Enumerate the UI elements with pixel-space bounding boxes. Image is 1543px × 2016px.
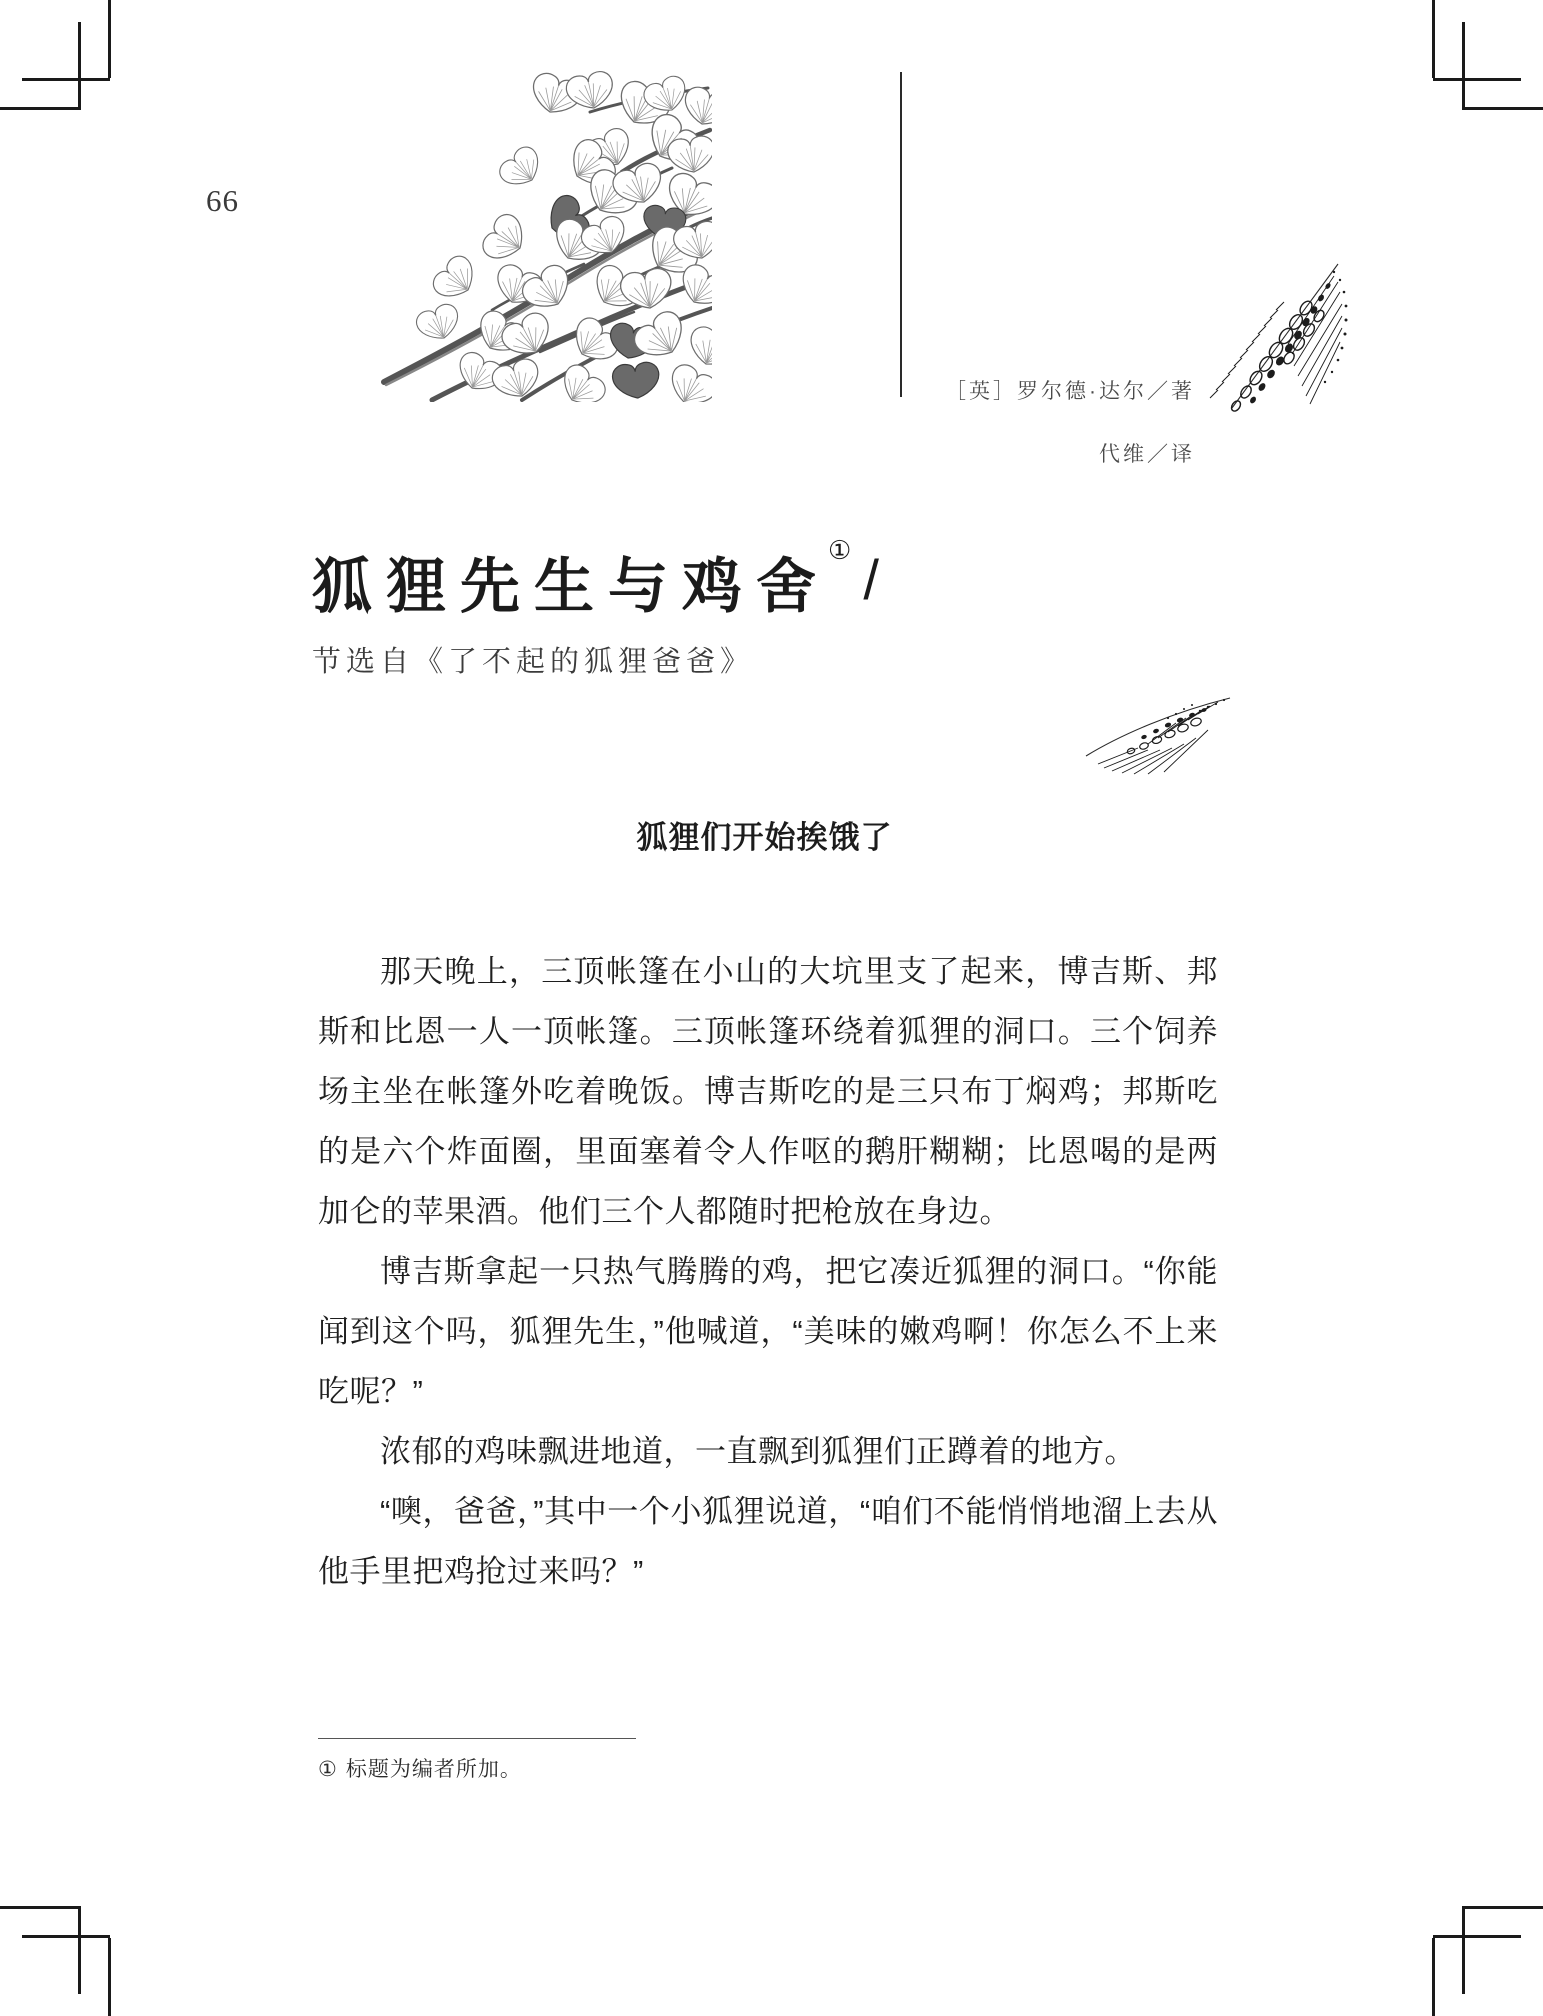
credits-block xyxy=(920,380,1195,466)
paragraph: “噢，爸爸，”其中一个小狐狸说道，“咱们不能悄悄地溜上去从他手里把鸡抢过来吗？” xyxy=(318,1494,1218,1589)
crop-mark-bottom-right xyxy=(1433,1906,1543,2016)
paragraph: 博吉斯拿起一只热气腾腾的鸡，把它凑近狐狸的洞口。“你能闻到这个吗，狐狸先生，”他喊道，“美味的嫩鸡啊！你怎么不上来吃呢？” xyxy=(318,1254,1218,1409)
body-text xyxy=(318,942,1218,1602)
feather-icon xyxy=(1078,692,1238,782)
feather-icon xyxy=(1188,258,1358,433)
title-slash-ornament: / xyxy=(863,548,879,611)
paragraph: 浓郁的鸡味飘进地道，一直飘到狐狸们正蹲着的地方。 xyxy=(380,1434,1136,1469)
footnote-block xyxy=(318,1738,878,1783)
footnote-line xyxy=(318,1753,878,1783)
ginkgo-branch-illustration xyxy=(372,52,712,402)
page-title xyxy=(312,535,1312,621)
page-number: 66 xyxy=(206,183,239,218)
section-heading: 狐狸们开始挨饿了 xyxy=(636,820,893,855)
crop-mark-top-left xyxy=(0,0,110,110)
header-vertical-divider xyxy=(900,72,902,397)
crop-mark-bottom-left xyxy=(0,1906,110,2016)
crop-mark-top-right xyxy=(1433,0,1543,110)
footnote-text: 标题为编者所加。 xyxy=(345,1757,522,1781)
title-text: 狐狸先生与鸡舍 xyxy=(312,553,830,620)
title-block xyxy=(312,535,1312,680)
footnote-divider xyxy=(318,1738,636,1739)
author-credit: ［英］罗尔德·达尔／著 xyxy=(945,380,1195,403)
paragraph: 那天晚上，三顶帐篷在小山的大坑里支了起来，博吉斯、邦斯和比恩一人一顶帐篷。三顶帐篷环绕着狐狸的洞口。三个饲养场主坐在帐篷外吃着晚饭。博吉斯吃的是三只布丁焖鸡；邦斯吃的是六个炸面圈，里面塞着令人作呕的鹅肝糊糊；比恩喝的是两加仑的苹果酒。他们三个人都随时把枪放在身边。 xyxy=(318,954,1218,1229)
translator-credit: 代维／译 xyxy=(1099,443,1195,467)
title-footnote-marker: ① xyxy=(828,535,852,565)
footnote-marker: ① xyxy=(318,1757,338,1781)
title-subtitle: 节选自《了不起的狐狸爸爸》 xyxy=(312,646,755,678)
